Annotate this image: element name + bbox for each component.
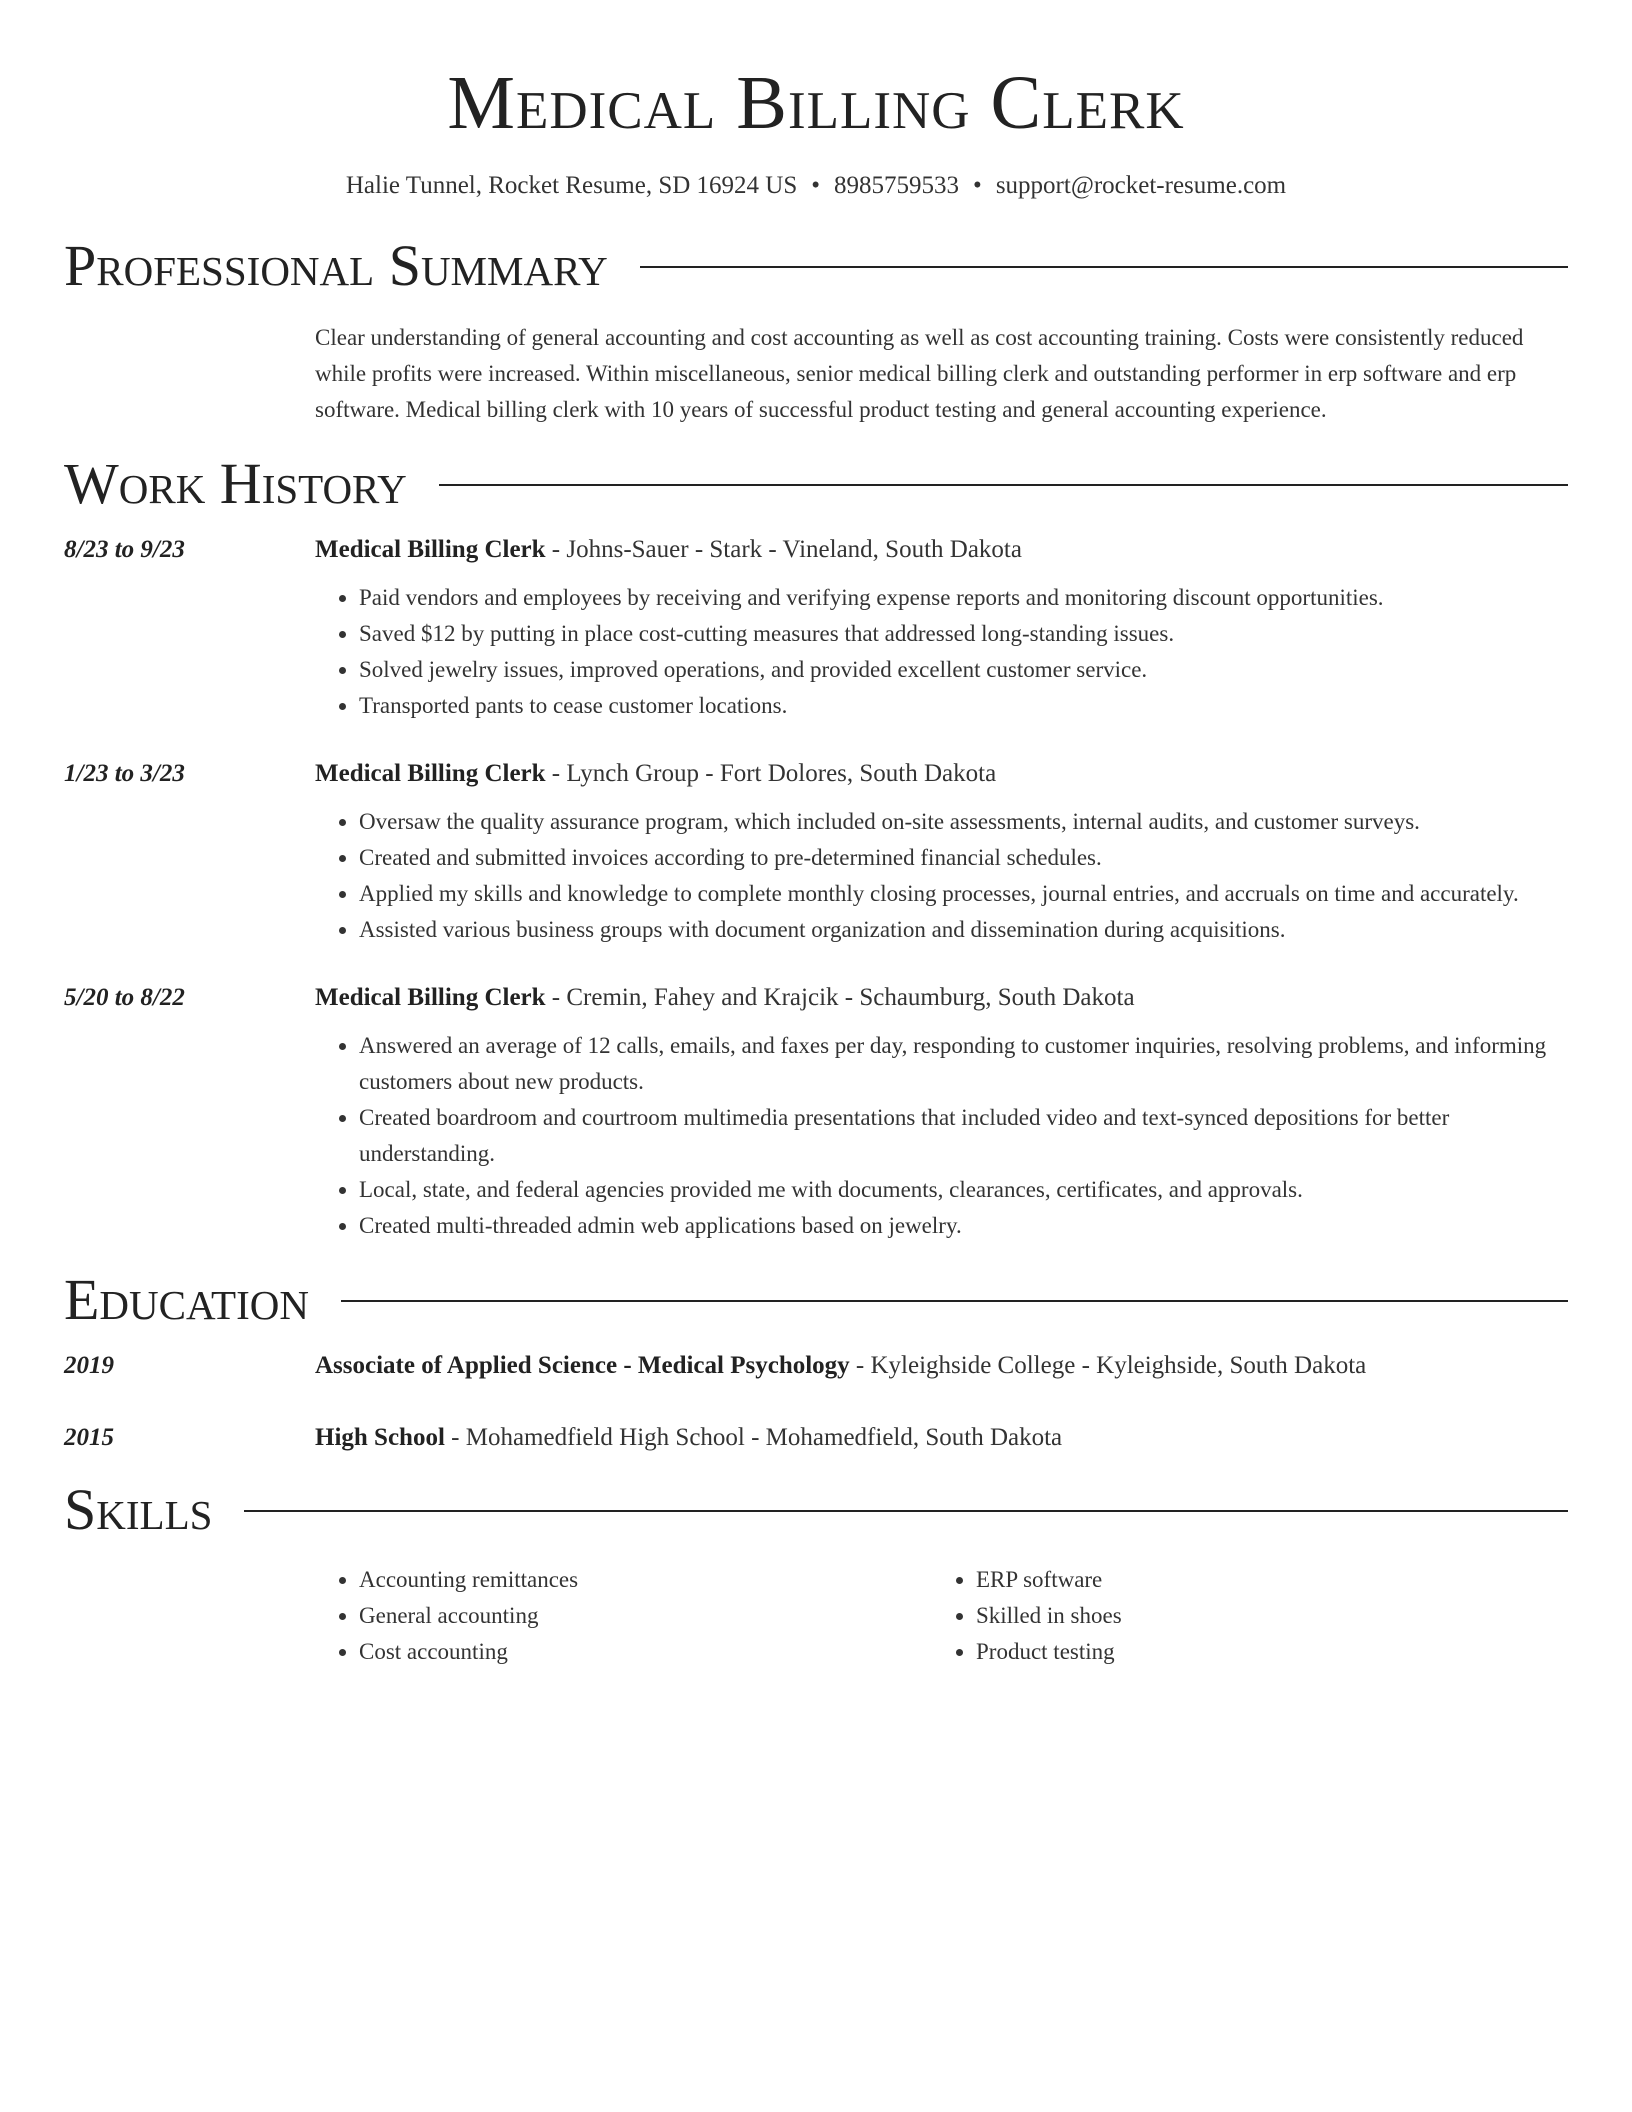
education-details: - Kyleighside College - Kyleighside, South Dakota [849, 1352, 1367, 1379]
education-degree: Associate of Applied Science - Medical Psychology [315, 1352, 850, 1379]
education-body [315, 1422, 1568, 1454]
summary-section-header [64, 233, 1568, 298]
skills-section-header [64, 1477, 1568, 1542]
section-title-work: Work History [64, 451, 407, 516]
contact-line [64, 170, 1568, 202]
job-dates: 1/23 to 3/23 [64, 760, 185, 787]
job-bullet: • Assisted various business groups with document organization and dissemination during acquisitions. [359, 912, 1568, 948]
separator-dot: • [811, 172, 821, 199]
job-bullet: • Solved jewelry issues, improved operations, and provided excellent customer service. [359, 652, 1568, 688]
job-bullet: • Created multi-threaded admin web applications based on jewelry. [359, 1208, 1568, 1244]
skills-list [315, 1562, 1568, 1670]
skill-item: • Skilled in shoes [976, 1598, 1549, 1634]
job-details: - Lynch Group - Fort Dolores, South Dakota [545, 760, 997, 787]
job-heading [315, 534, 1568, 566]
section-title-skills: Skills [64, 1477, 213, 1542]
section-title-education: Education [64, 1267, 309, 1332]
job-details: - Cremin, Fahey and Krajcik - Schaumburg, South Dakota [545, 984, 1135, 1011]
contact-phone: 8985759533 [834, 172, 960, 199]
separator-dot: • [973, 172, 982, 199]
job-body [315, 982, 1568, 1244]
job-body [315, 758, 1568, 948]
job-bullet: • Local, state, and federal agencies provided me with documents, clearances, certificates, and approvals. [359, 1172, 1568, 1208]
job-bullets [315, 580, 1568, 724]
education-details: - Mohamedfield High School - Mohamedfield, South Dakota [444, 1424, 1063, 1451]
job-entry [64, 534, 1568, 724]
education-degree: High School [315, 1424, 445, 1451]
job-role: Medical Billing Clerk [315, 984, 546, 1011]
skills-column-left [315, 1562, 932, 1670]
education-year: 2015 [64, 1424, 114, 1451]
education-entry [64, 1350, 1568, 1382]
summary-text: Clear understanding of general accounting and cost accounting as well as cost accounting training. Costs were consistently reduced while profits were increased. Within miscellaneous, senior medical billing clerk and outstanding performer in erp software and erp software. Medical billing clerk with 10 years of successful product testing and general accounting experience. [315, 325, 1524, 422]
job-role: Medical Billing Clerk [315, 760, 546, 787]
job-entry [64, 982, 1568, 1244]
job-bullet: • Paid vendors and employees by receiving and verifying expense reports and monitoring discount opportunities. [359, 580, 1568, 616]
job-bullets [315, 804, 1568, 948]
skill-item: • ERP software [976, 1562, 1549, 1598]
job-dates: 5/20 to 8/22 [64, 984, 185, 1011]
job-dates: 8/23 to 9/23 [64, 536, 185, 563]
skills-column-right [932, 1562, 1549, 1670]
job-role: Medical Billing Clerk [315, 536, 546, 563]
job-bullet: • Transported pants to cease customer locations. [359, 688, 1568, 724]
skill-item: • General accounting [359, 1598, 932, 1634]
job-bullet: • Created and submitted invoices according to pre-determined financial schedules. [359, 840, 1568, 876]
education-section-header [64, 1267, 1568, 1332]
job-details: - Johns-Sauer - Stark - Vineland, South Dakota [545, 536, 1022, 563]
job-body [315, 534, 1568, 724]
education-body [315, 1350, 1568, 1382]
section-divider [244, 1510, 1568, 1512]
job-bullet: • Answered an average of 12 calls, emails, and faxes per day, responding to customer inquiries, resolving problems, and informing customers about new products. [359, 1028, 1568, 1100]
job-bullet: • Applied my skills and knowledge to complete monthly closing processes, journal entries, and accruals on time and accurately. [359, 876, 1568, 912]
contact-email: support@rocket-resume.com [995, 172, 1287, 199]
section-divider [640, 266, 1568, 268]
job-bullets [315, 1028, 1568, 1244]
contact-address: Halie Tunnel, Rocket Resume, SD 16924 US [345, 172, 798, 199]
education-year: 2019 [64, 1352, 114, 1379]
education-entry [64, 1422, 1568, 1454]
skill-item: • Product testing [976, 1634, 1549, 1670]
job-heading [315, 758, 1568, 790]
section-divider [439, 484, 1568, 486]
work-section-header [64, 451, 1568, 516]
job-heading [315, 982, 1568, 1014]
section-title-summary: Professional Summary [64, 233, 608, 298]
job-bullet: • Created boardroom and courtroom multimedia presentations that included video and text-synced depositions for better understanding. [359, 1100, 1568, 1172]
section-divider [341, 1300, 1568, 1302]
skill-item: • Cost accounting [359, 1634, 932, 1670]
resume-title: Medical Billing Clerk [447, 61, 1185, 145]
job-bullet: • Saved $12 by putting in place cost-cutting measures that addressed long-standing issues. [359, 616, 1568, 652]
job-bullet: • Oversaw the quality assurance program, which included on-site assessments, internal audits, and customer surveys. [359, 804, 1568, 840]
job-entry [64, 758, 1568, 948]
skill-item: • Accounting remittances [359, 1562, 932, 1598]
